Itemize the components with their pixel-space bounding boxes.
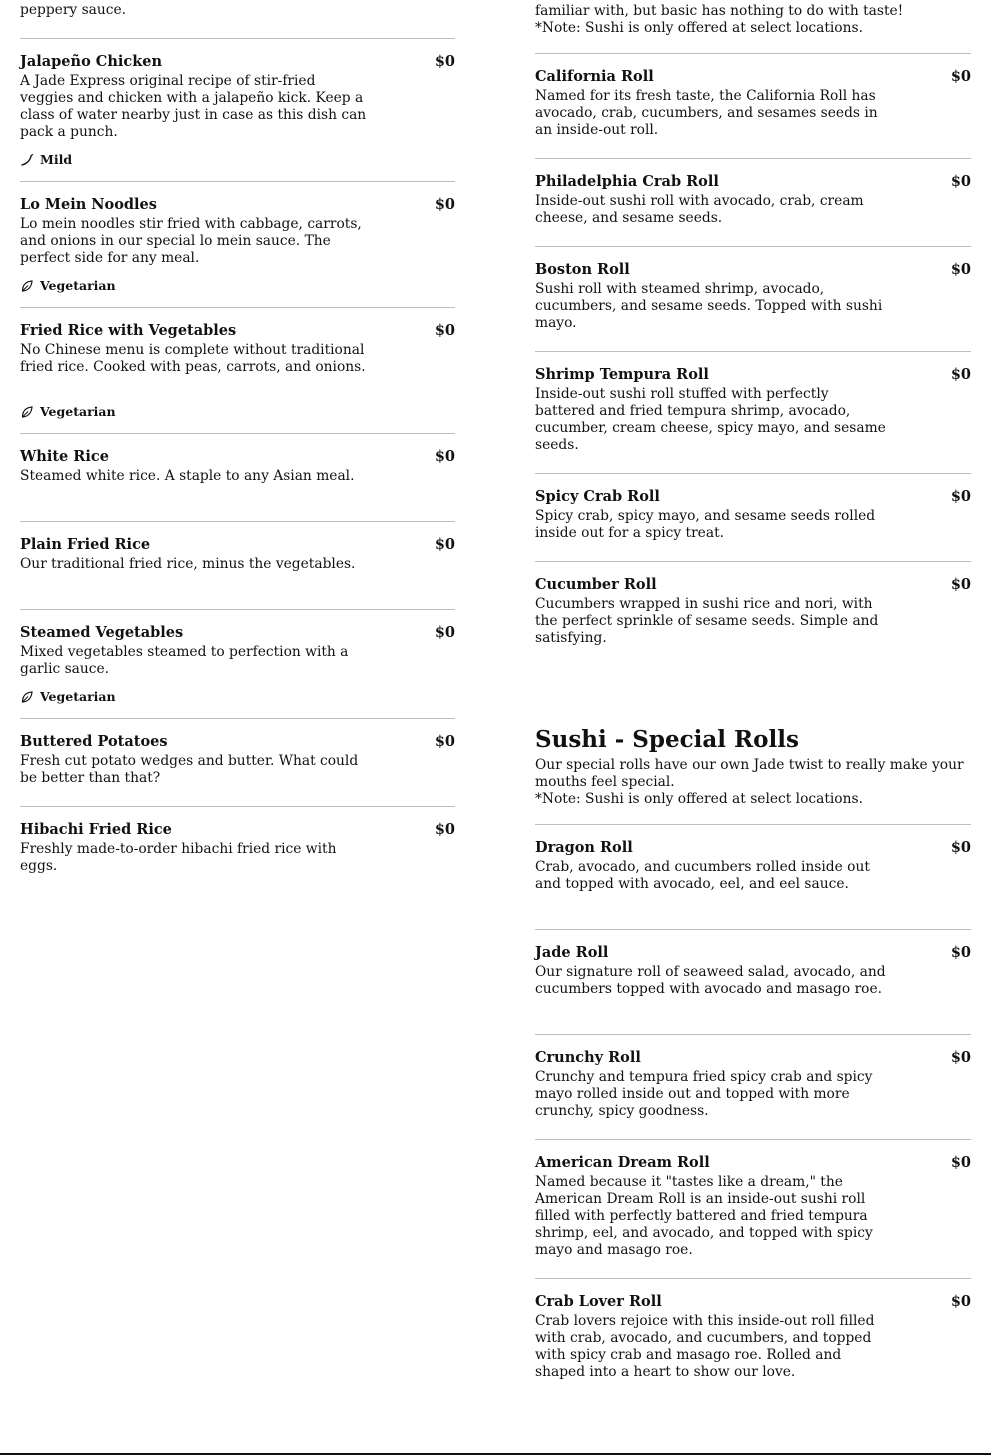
menu-item-name: Shrimp Tempura Roll (535, 366, 709, 383)
menu-item-price: $0 (950, 944, 971, 961)
menu-item-name: Steamed Vegetables (20, 624, 184, 641)
menu-item-name: Crab Lover Roll (535, 1293, 662, 1310)
menu-item-price: $0 (950, 576, 971, 593)
menu-item-description: Named because it "tastes like a dream," the American Dream Roll is an inside-out sushi roll filled with perfectly battered and fried tempura shrimp, eel, and avocado, and topped with spicy mayo and masago roe. (535, 1174, 873, 1258)
section-intro-partial: familiar with, but basic has nothing to do with taste! (535, 3, 904, 19)
menu-item-description: Our traditional fried rice, minus the vegetables. (20, 556, 356, 572)
menu-item-description: Inside-out sushi roll stuffed with perfectly battered and fried tempura shrimp, avocado, cucumber, cream cheese, spicy mayo, and sesame seeds. (535, 386, 886, 453)
divider (535, 824, 971, 825)
menu-item-description: Crab, avocado, and cucumbers rolled inside out and topped with avocado, eel, and eel sauce. (535, 859, 870, 892)
divider (535, 561, 971, 562)
leaf-icon (20, 690, 34, 704)
menu-item-name: Dragon Roll (535, 839, 633, 856)
menu-item-description: Fresh cut potato wedges and butter. What could be better than that? (20, 753, 359, 786)
menu-item-name: American Dream Roll (535, 1154, 710, 1171)
menu-item-price: $0 (950, 261, 971, 278)
menu-item-description: Freshly made-to-order hibachi fried rice with eggs. (20, 841, 337, 874)
menu-item-description: Our signature roll of seaweed salad, avocado, and cucumbers topped with avocado and masago roe. (535, 964, 886, 997)
divider (535, 246, 971, 247)
menu-item-description: Crab lovers rejoice with this inside-out roll filled with crab, avocado, and cucumbers, and topped with spicy crab and masago roe. Rolled and shaped into a heart to show our love. (535, 1313, 875, 1380)
divider (535, 53, 971, 54)
divider (20, 181, 455, 182)
leaf-icon (20, 279, 34, 293)
dietary-tag-label: Vegetarian (40, 404, 116, 419)
dietary-tag (20, 151, 72, 169)
menu-item-price: $0 (434, 196, 455, 213)
section-title-special-rolls: Sushi - Special Rolls (535, 726, 799, 753)
menu-item-price: $0 (434, 733, 455, 750)
menu-item-name: Jalapeño Chicken (20, 53, 163, 70)
menu-item-price: $0 (950, 1049, 971, 1066)
divider (20, 609, 455, 610)
divider (20, 521, 455, 522)
menu-item-name: Hibachi Fried Rice (20, 821, 172, 838)
page-bottom-rule (0, 1453, 991, 1455)
menu-item-price: $0 (434, 322, 455, 339)
menu-item-name: Boston Roll (535, 261, 630, 278)
menu-item-description: Steamed white rice. A staple to any Asian meal. (20, 468, 355, 484)
dietary-tag (20, 403, 116, 421)
menu-item-description: No Chinese menu is complete without traditional fried rice. Cooked with peas, carrots, and onions. (20, 342, 366, 375)
menu-item-description: Inside-out sushi roll with avocado, crab, cream cheese, and sesame seeds. (535, 193, 864, 226)
menu-item-name: California Roll (535, 68, 654, 85)
menu-item-price: $0 (950, 68, 971, 85)
menu-item-name: Crunchy Roll (535, 1049, 641, 1066)
divider (535, 1139, 971, 1140)
menu-item-name: Fried Rice with Vegetables (20, 322, 237, 339)
dietary-tag (20, 277, 116, 295)
dietary-tag-label: Vegetarian (40, 689, 116, 704)
divider (20, 307, 455, 308)
menu-item-price: $0 (434, 821, 455, 838)
section-intro: Our special rolls have our own Jade twist to really make your mouths feel special. (535, 757, 964, 790)
divider (535, 1278, 971, 1279)
menu-item-name: Spicy Crab Roll (535, 488, 660, 505)
menu-item-description: A Jade Express original recipe of stir-fried veggies and chicken with a jalapeño kick. Keep a class of water nearby just in case as this dish can pack a punch. (20, 73, 367, 140)
menu-item-name: Buttered Potatoes (20, 733, 168, 750)
menu-item-price: $0 (434, 536, 455, 553)
menu-item-name: Plain Fried Rice (20, 536, 151, 553)
menu-item-description: Crunchy and tempura fried spicy crab and spicy mayo rolled inside out and topped with more crunchy, spicy goodness. (535, 1069, 873, 1119)
menu-item-description: Mixed vegetables steamed to perfection with a garlic sauce. (20, 644, 349, 677)
partial-description: peppery sauce. (20, 2, 127, 18)
pepper-icon (20, 153, 34, 167)
divider (535, 929, 971, 930)
menu-item-name: Philadelphia Crab Roll (535, 173, 719, 190)
divider (20, 806, 455, 807)
menu-item-name: White Rice (20, 448, 109, 465)
divider (535, 473, 971, 474)
menu-item-description: Spicy crab, spicy mayo, and sesame seeds rolled inside out for a spicy treat. (535, 508, 876, 541)
dietary-tag (20, 688, 116, 706)
menu-item-price: $0 (434, 448, 455, 465)
divider (535, 351, 971, 352)
menu-item-price: $0 (434, 624, 455, 641)
menu-item-name: Cucumber Roll (535, 576, 657, 593)
menu-item-price: $0 (950, 488, 971, 505)
section-note: *Note: Sushi is only offered at select locations. (535, 20, 863, 36)
dietary-tag-label: Mild (40, 152, 73, 167)
menu-item-price: $0 (950, 839, 971, 856)
menu-item-price: $0 (950, 366, 971, 383)
menu-item-description: Sushi roll with steamed shrimp, avocado, cucumbers, and sesame seeds. Topped with sushi mayo. (535, 281, 883, 331)
section-note: *Note: Sushi is only offered at select locations. (535, 791, 863, 807)
divider (20, 433, 455, 434)
menu-item-description: Cucumbers wrapped in sushi rice and nori, with the perfect sprinkle of sesame seeds. Simple and satisfying. (535, 596, 879, 646)
menu-item-description: Named for its fresh taste, the California Roll has avocado, crab, cucumbers, and sesames seeds in an inside-out roll. (535, 88, 878, 138)
menu-item-description: Lo mein noodles stir fried with cabbage, carrots, and onions in our special lo mein sauce. The perfect side for any meal. (20, 216, 362, 266)
menu-item-price: $0 (950, 1154, 971, 1171)
leaf-icon (20, 405, 34, 419)
menu-item-price: $0 (950, 1293, 971, 1310)
menu-item-price: $0 (950, 173, 971, 190)
divider (20, 38, 455, 39)
menu-item-name: Jade Roll (535, 944, 609, 961)
menu-item-name: Lo Mein Noodles (20, 196, 157, 213)
menu-item-price: $0 (434, 53, 455, 70)
dietary-tag-label: Vegetarian (40, 278, 116, 293)
divider (20, 718, 455, 719)
divider (535, 158, 971, 159)
divider (535, 1034, 971, 1035)
